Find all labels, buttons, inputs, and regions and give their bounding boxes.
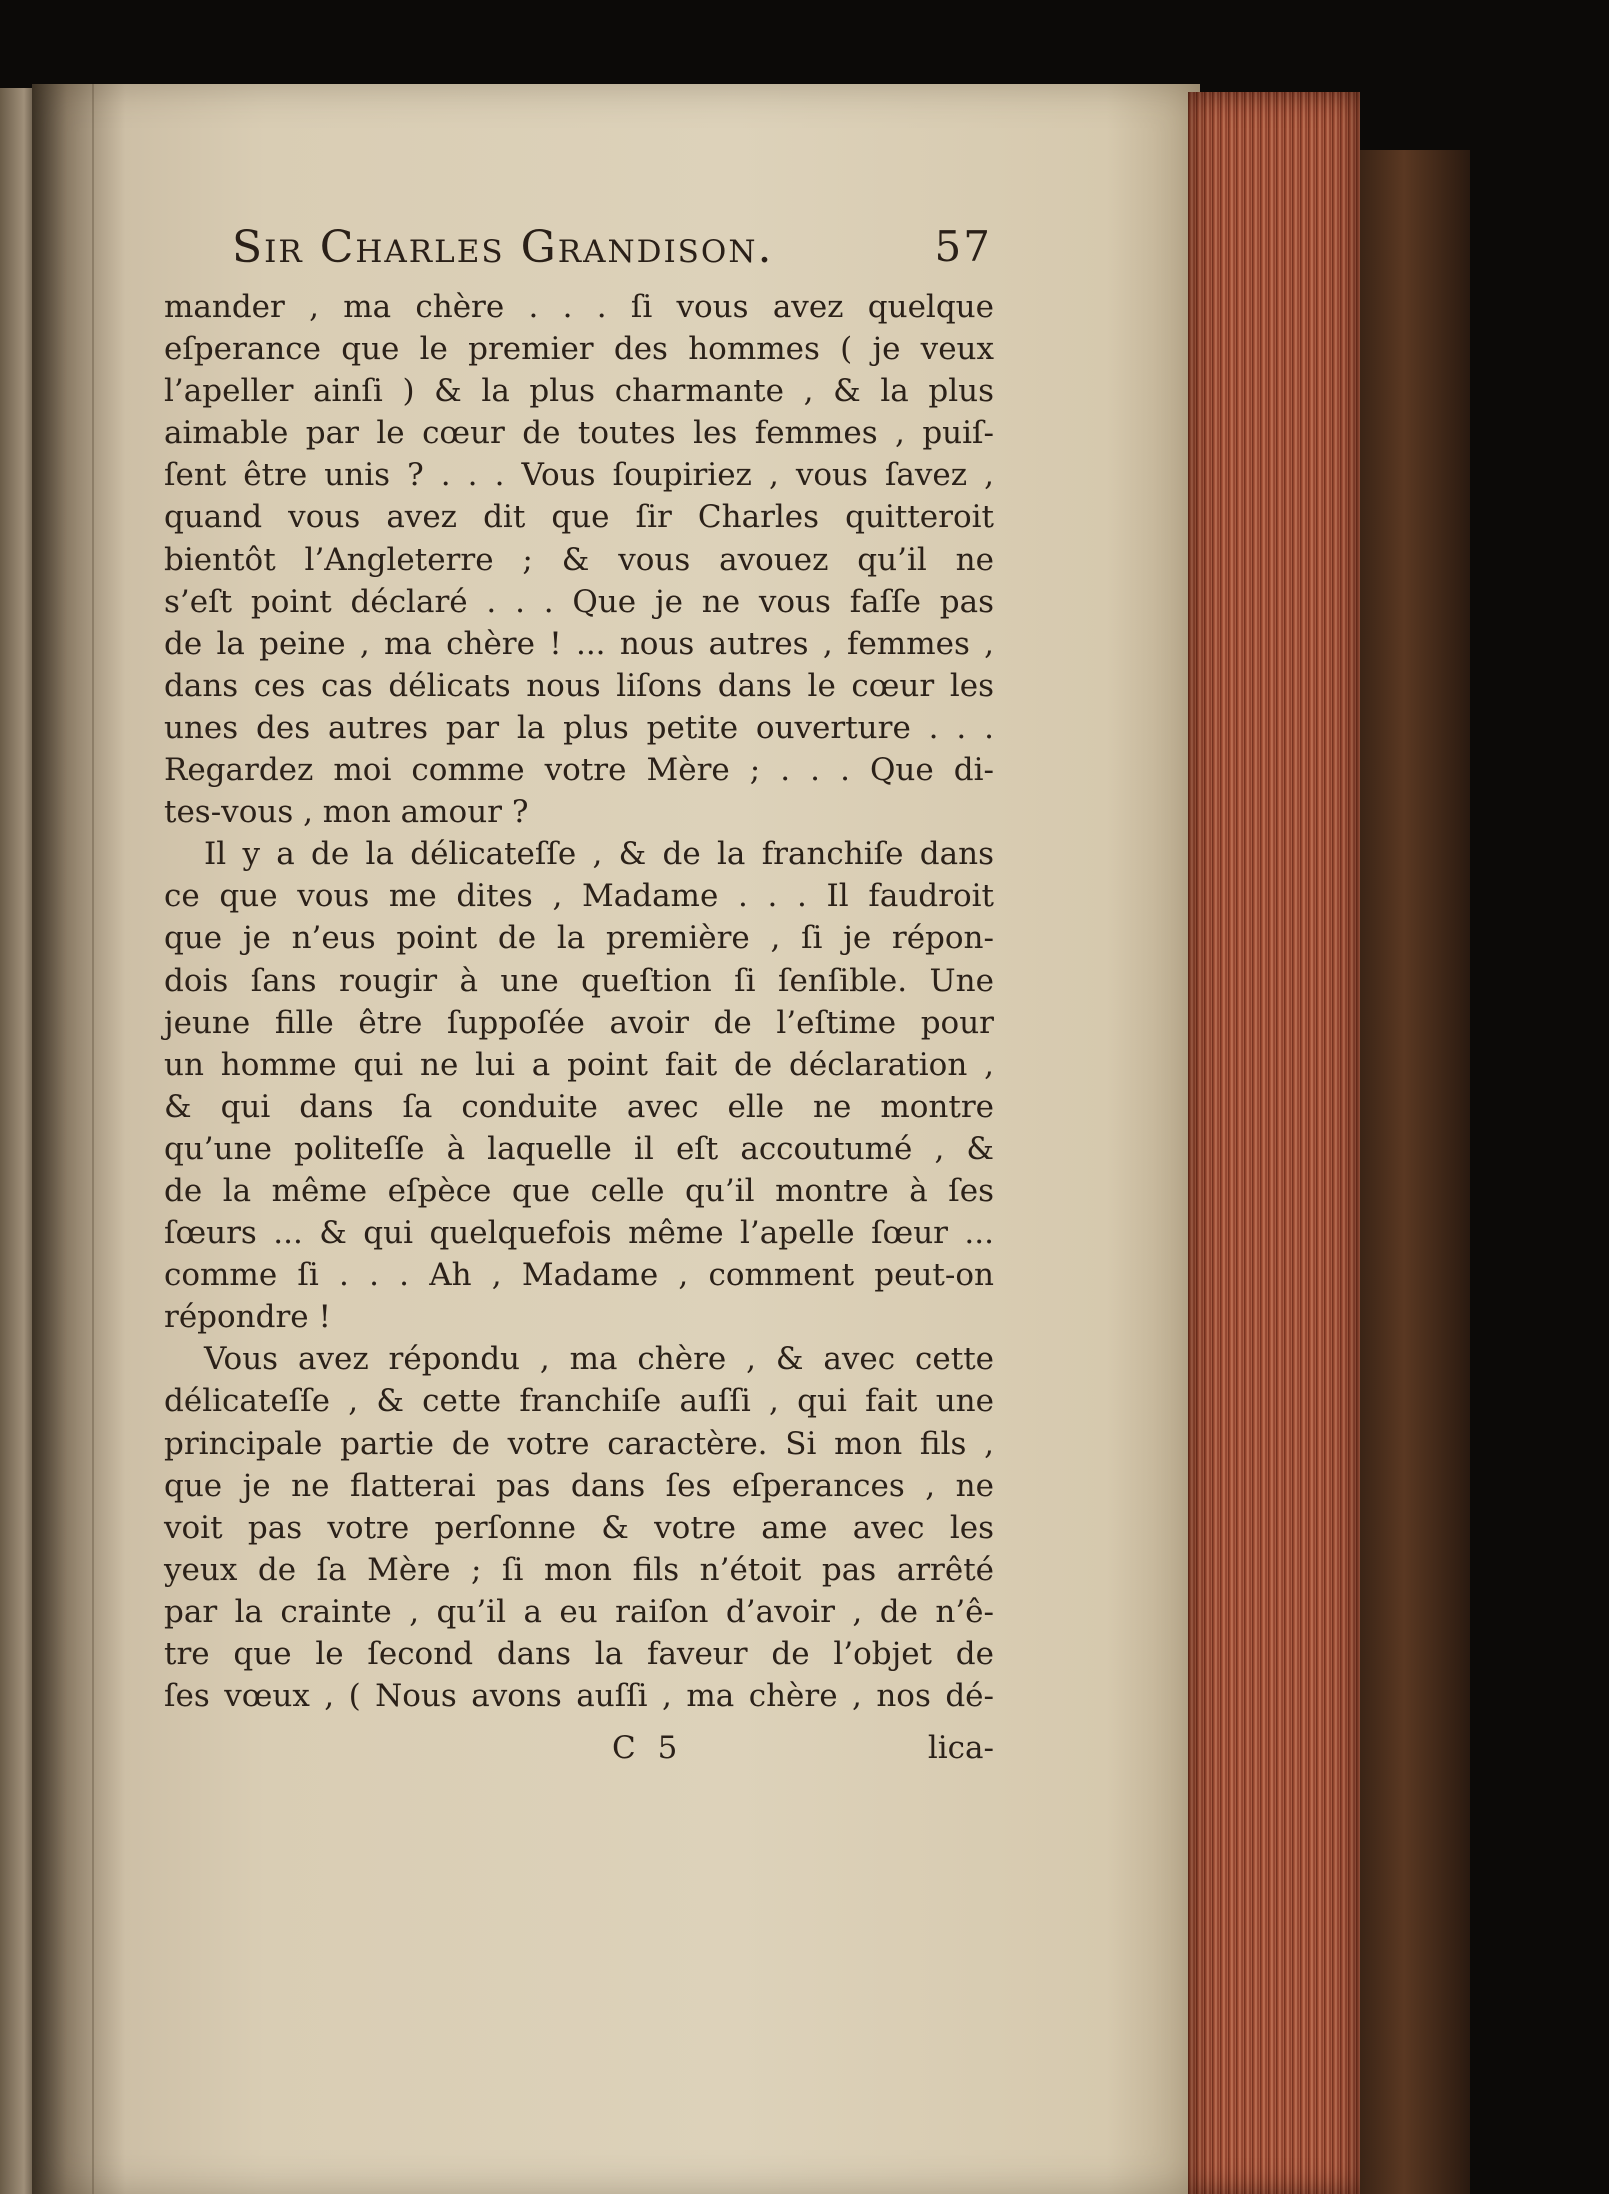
text-line: que je n’eus point de la première , ſi je répon- — [164, 920, 994, 957]
text-line: tes-vous , mon amour ? — [164, 794, 529, 831]
text-line: ſes vœux , ( Nous avons auſſi , ma chère , nos dé- — [164, 1678, 994, 1715]
text-line: unes des autres par la plus petite ouverture . . . — [164, 709, 994, 746]
text-line: de la même eſpèce que celle qu’il montre à ſes — [164, 1172, 994, 1209]
text-line: eſperance que le premier des hommes ( je veux — [164, 331, 994, 368]
text-line: Il y a de la délicateſſe , & de la franchiſe dans — [204, 836, 994, 873]
text-line: aimable par le cœur de toutes les femmes , puiſ- — [164, 415, 994, 452]
text-line: yeux de ſa Mère ; ſi mon fils n’étoit pas arrêté — [164, 1551, 994, 1588]
footer-line — [164, 1730, 994, 1772]
text-line: dois ſans rougir à une queſtion ſi ſenſible. Une — [164, 962, 994, 999]
text-line: principale partie de votre caractère. Si mon fils , — [164, 1425, 994, 1462]
page-block-edges — [1188, 92, 1360, 2194]
text-line: répondre ! — [164, 1299, 331, 1336]
gutter-fold — [92, 84, 94, 2194]
text-line: délicateſſe , & cette franchiſe auſſi , qui fait une — [164, 1383, 994, 1420]
text-line: bientôt l’Angleterre ; & vous avouez qu’il ne — [164, 541, 994, 578]
text-line: & qui dans ſa conduite avec elle ne montre — [164, 1088, 994, 1125]
text-line: comme ſi . . . Ah , Madame , comment peut-on — [164, 1257, 994, 1294]
text-line: un homme qui ne lui a point fait de déclaration , — [164, 1046, 994, 1083]
running-title: Sir Charles Grandison. — [232, 222, 774, 273]
text-line: de la peine , ma chère ! ... nous autres , femmes , — [164, 625, 994, 662]
text-line: qu’une politeſſe à laquelle il eſt accoutumé , & — [164, 1130, 994, 1167]
text-line: voit pas votre perſonne & votre ame avec les — [164, 1509, 994, 1546]
book-cover-edge — [1360, 150, 1470, 2194]
text-line: jeune fille être ſuppoſée avoir de l’eſtime pour — [164, 1004, 994, 1041]
text-line: s’eſt point déclaré . . . Que je ne vous faſſe pas — [164, 583, 994, 620]
text-line: ſent être unis ? . . . Vous ſoupiriez , vous ſavez , — [164, 457, 994, 494]
body-text — [164, 286, 994, 1717]
text-line: tre que le ſecond dans la faveur de l’objet de — [164, 1636, 994, 1672]
text-line: par la crainte , qu’il a eu raiſon d’avoir , de n’ê- — [164, 1593, 994, 1630]
text-line: que je ne flatterai pas dans ſes eſperances , ne — [164, 1467, 994, 1504]
text-line: ce que vous me dites , Madame . . . Il faudroit — [164, 878, 994, 915]
running-head — [232, 222, 992, 282]
text-line: Regardez moi comme votre Mère ; . . . Que di- — [164, 752, 994, 789]
text-line: ſœurs ... & qui quelquefois même l’apelle ſœur ... — [164, 1215, 994, 1252]
text-line: l’apeller ainſi ) & la plus charmante , & la plus — [164, 373, 994, 410]
text-line: Vous avez répondu , ma chère , & avec cette — [204, 1341, 994, 1378]
catchword: lica- — [927, 1730, 994, 1766]
signature-mark: C 5 — [612, 1730, 684, 1766]
text-line: mander , ma chère . . . ſi vous avez quelque — [164, 289, 994, 325]
text-line: quand vous avez dit que ſir Charles quitteroit — [164, 499, 994, 536]
text-line: dans ces cas délicats nous liſons dans le cœur les — [164, 667, 994, 704]
page-number: 57 — [934, 222, 992, 271]
